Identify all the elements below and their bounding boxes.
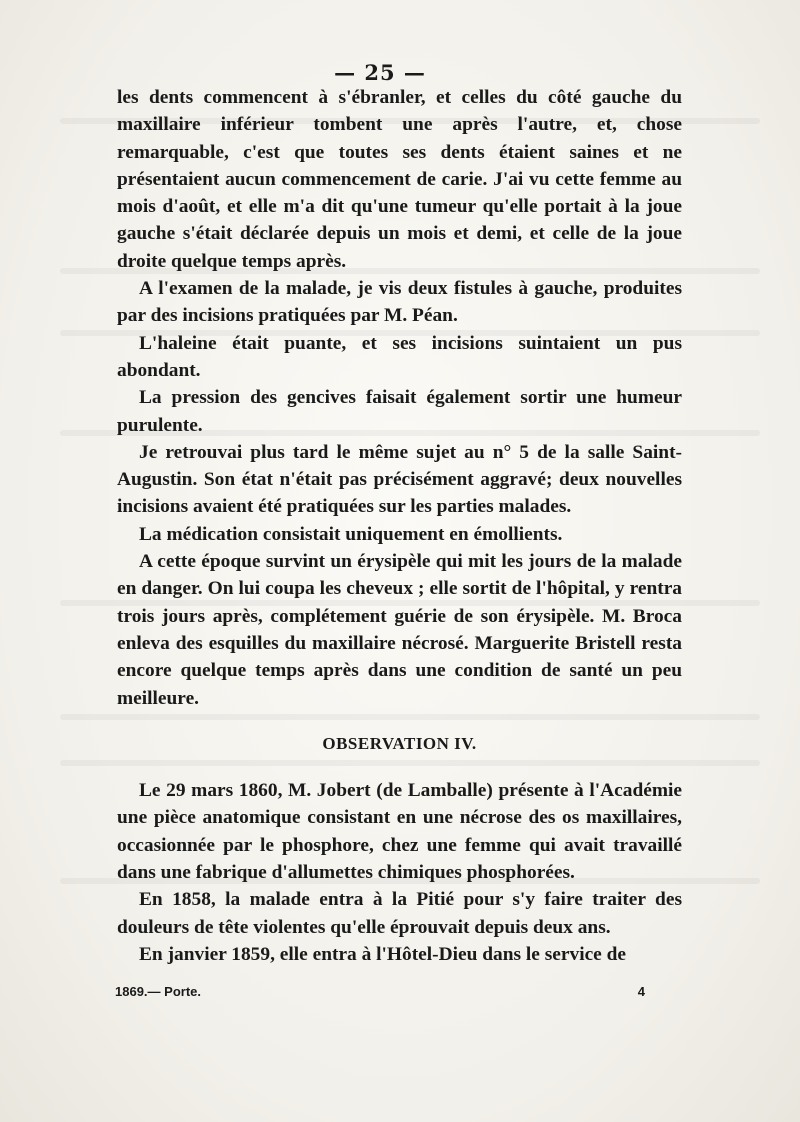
paragraph: La pression des gencives faisait également sortir une humeur purulente. (117, 387, 682, 436)
paragraph: En janvier 1859, elle entra à l'Hôtel-Dieu dans le service de (139, 943, 627, 965)
footer-signature: 1869.— Porte. (115, 984, 201, 999)
paragraph: les dents commencent à s'ébranler, et celles du côté gauche du maxillaire inférieur tombent une après l'autre, et, chose remarquable, c'est que toutes ses dents étaient saines et ne présentaient aucun commencement de carie. J'ai vu cette femme au mois d'août, et elle m'a dit qu'une tumeur qu'elle portait à la joue gauche s'était déclarée depuis un mois et demi, et celle de la joue droite quelque temps après. (117, 87, 682, 272)
body-text (117, 84, 682, 968)
section-heading: OBSERVATION IV. (322, 733, 477, 753)
paragraph: Le 29 mars 1860, M. Jobert (de Lamballe) présente à l'Académie une pièce anatomique consistant en une nécrose des os maxillaires, occasionnée par le phosphore, chez une femme qui avait travaillé dans une fabrique d'allumettes chimiques phosphorées. (117, 780, 682, 884)
paragraph: A cette époque survint un érysipèle qui mit les jours de la malade en danger. On lui coupa les cheveux ; elle sortit de l'hôpital, y rentra trois jours après, complétement guérie de son érysipèle. M. Broca enleva des esquilles du maxillaire nécrosé. Marguerite Bristell resta encore quelque temps après dans une condition de santé un peu meilleure. (117, 551, 682, 709)
paragraph: A l'examen de la malade, je vis deux fistules à gauche, produites par des incisions pratiquées par M. Péan. (117, 278, 682, 327)
paragraph: L'haleine était puante, et ses incisions suintaient un pus abondant. (117, 332, 682, 381)
footer-sheet-number: 4 (637, 984, 645, 999)
paragraph: La médication consistait uniquement en émollients. (139, 523, 563, 545)
paragraph: Je retrouvai plus tard le même sujet au n° 5 de la salle Saint-Augustin. Son état n'était pas précisément aggravé; deux nouvelles incisions avaient été pratiquées sur les parties malades. (117, 441, 682, 518)
page-number: — 25 — (334, 60, 426, 85)
paragraph: En 1858, la malade entra à la Pitié pour s'y faire traiter des douleurs de tête violentes qu'elle éprouvait depuis deux ans. (117, 889, 682, 938)
